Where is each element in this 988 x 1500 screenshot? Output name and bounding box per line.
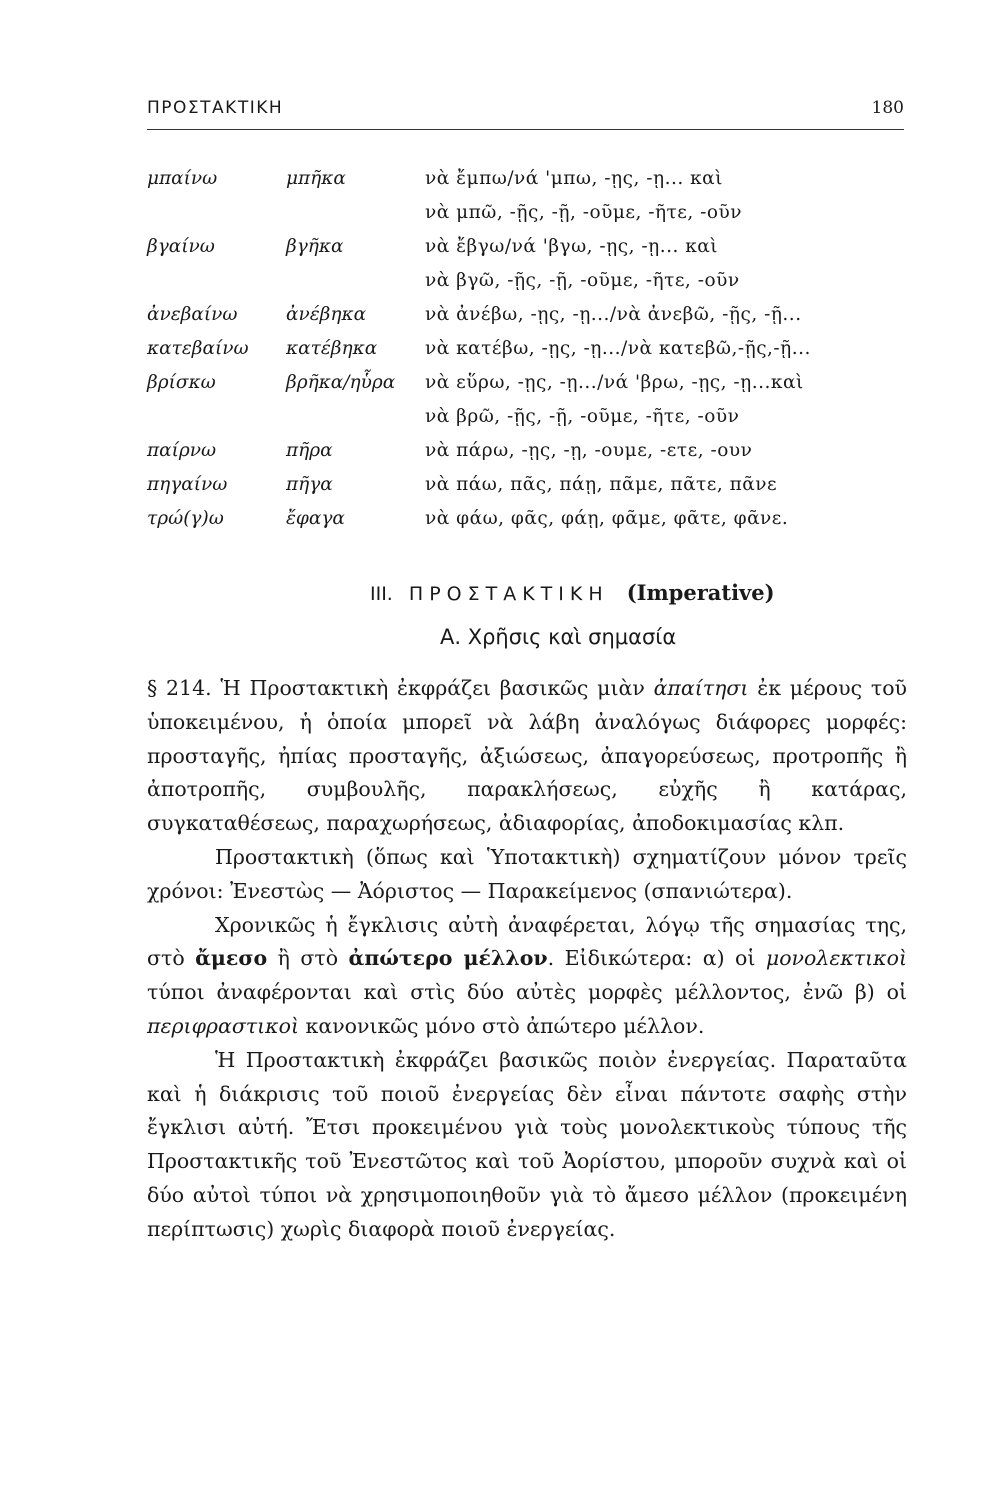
subjunctive-forms: νὰ κατέβω, -ῃς, -ῃ.../νὰ κατεβῶ,-ῇς,-ῇ...: [425, 338, 811, 359]
verb-row: [147, 474, 907, 508]
verb-table: [147, 168, 907, 542]
verb-row: [147, 338, 907, 372]
text-run: Χρονικῶς ἡ ἔγκλισις αὐτὴ ἀναφέρεται, λόγῳ τῆς σημασίας της, στὸ: [147, 912, 907, 971]
present-form: κατεβαίνω: [147, 338, 249, 359]
present-form: ἀνεβαίνω: [147, 304, 238, 325]
subjunctive-forms: νὰ ἔβγω/νά 'βγω, -ῃς, -ῃ... καὶ: [425, 236, 719, 257]
section-heading: [370, 580, 775, 605]
present-form: τρώ(γ)ω: [147, 508, 224, 529]
present-form: βρίσκω: [147, 372, 216, 393]
page-number: 180: [871, 98, 904, 118]
present-form: παίρνω: [147, 440, 217, 461]
aorist-form: βρῆκα/ηὗρα: [286, 372, 396, 393]
aorist-form: κατέβηκα: [286, 338, 378, 359]
header-rule: [147, 129, 904, 130]
verb-row: [147, 372, 907, 406]
emphasis: μονολεκτικοὶ: [765, 946, 907, 971]
emphasis: ἀπαίτησι: [653, 676, 749, 700]
subjunctive-forms: νὰ ἀνέβω, -ῃς, -ῃ.../νὰ ἀνεβῶ, -ῇς, -ῇ...: [425, 304, 802, 325]
aorist-form: μπῆκα: [286, 168, 346, 189]
subsection-heading: Α. Χρῆσις καὶ σημασία: [440, 625, 677, 649]
running-title: ΠΡΟΣΤΑΚΤΙΚΗ: [147, 98, 284, 118]
section-title-english: (Imperative): [626, 580, 775, 605]
aorist-form: πῆγα: [286, 474, 333, 495]
subjunctive-forms: νὰ πάω, πᾶς, πάῃ, πᾶμε, πᾶτε, πᾶνε: [425, 474, 778, 495]
subjunctive-forms: νὰ ἔμπω/νά 'μπω, -ῃς, -ῃ... καὶ: [425, 168, 723, 189]
subjunctive-forms: νὰ πάρω, -ῃς, -ῃ, -ουμε, -ετε, -ουν: [425, 440, 753, 461]
text-run: κανονικῶς μόνο στὸ ἀπώτερο μέλλον.: [299, 1013, 705, 1038]
present-form: μπαίνω: [147, 168, 218, 189]
page-header: [147, 98, 904, 118]
verb-row: [147, 270, 907, 304]
verb-row: [147, 304, 907, 338]
subjunctive-forms: νὰ εὕρω, -ῃς, -ῃ.../νά 'βρω, -ῃς, -ῃ...καὶ: [425, 372, 804, 393]
aorist-form: ἔφαγα: [286, 508, 345, 529]
subjunctive-forms: νὰ φάω, φᾶς, φάῃ, φᾶμε, φᾶτε, φᾶνε.: [425, 508, 789, 529]
aorist-form: ἀνέβηκα: [286, 304, 367, 325]
text-run: τύποι ἀναφέρονται καὶ στὶς δύο αὐτὲς μορφὲς μέλλοντος, ἐνῶ β) οἱ: [147, 980, 907, 1005]
text-run: ἐκ μέρους τοῦ ὑποκειμένου, ἡ ὁποία μπορεῖ νὰ λάβη ἀναλόγως διάφορες μορφές: προσταγῆς, ἠπίας προσταγῆς, ἀξιώσεως, ἀπαγορεύσεως, προτροπῆς ἢ ἀποτροπῆς, συμβουλῆς, παρακλήσεως, εὐχῆς ἢ κατάρας, συγκαταθέσεως, παραχωρήσεως, ἀδιαφορίας, ἀποδοκιμασίας κλπ.: [147, 676, 907, 836]
paragraph: Προστακτικὴ (ὅπως καὶ Ὑποτακτικὴ) σχηματίζουν μόνον τρεῖς χρόνοι: Ἐνεστὼς — Ἀόριστος — Παρακείμενος (σπανιώτερα).: [147, 844, 907, 903]
aorist-form: πῆρα: [286, 440, 333, 461]
verb-row: [147, 440, 907, 474]
body-text: [147, 672, 907, 1247]
subjunctive-forms: νὰ βγῶ, -ῇς, -ῇ, -οῦμε, -ῆτε, -οῦν: [425, 270, 740, 291]
text-run: . Εἰδικώτερα: α) οἱ: [547, 946, 766, 971]
paragraph-214: [147, 672, 907, 841]
paragraph: [147, 909, 907, 1044]
paragraph: Ἡ Προστακτικὴ ἐκφράζει βασικῶς ποιὸν ἐνεργείας. Παραταῦτα καὶ ἡ διάκρισις τοῦ ποιοῦ ἐνεργείας δὲν εἶναι πάντοτε σαφὴς στὴν ἔγκλισι αὐτή. Ἔτσι προκειμένου γιὰ τοὺς μονολεκτικοὺς τύπους τῆς Προστακτικῆς τοῦ Ἐνεστῶτος καὶ τοῦ Ἀορίστου, μποροῦν συχνὰ καὶ οἱ δύο αὐτοὶ τύποι νὰ χρησιμοποιηθοῦν γιὰ τὸ ἄμεσο μέλλον (προκειμένη περίπτωσις) χωρὶς διαφορὰ ποιοῦ ἐνεργείας.: [147, 1047, 907, 1241]
bold-term: ἀπώτερο μέλλον: [348, 946, 548, 971]
verb-row: [147, 168, 907, 202]
verb-row: [147, 236, 907, 270]
verb-row: [147, 508, 907, 542]
bold-term: ἄμεσο: [195, 946, 268, 971]
present-form: βγαίνω: [147, 236, 215, 257]
section-title: ΠΡΟΣΤΑΚΤΙΚΗ: [408, 583, 609, 605]
subjunctive-forms: νὰ βρῶ, -ῇς, -ῇ, -οῦμε, -ῆτε, -οῦν: [425, 406, 740, 427]
text-run: ἢ στὸ: [267, 946, 349, 971]
emphasis: περιφραστικοὶ: [147, 1013, 300, 1038]
subjunctive-forms: νὰ μπῶ, -ῇς, -ῇ, -οῦμε, -ῆτε, -οῦν: [425, 202, 743, 223]
verb-row: [147, 202, 907, 236]
text-run: § 214. Ἡ Προστακτικὴ ἐκφράζει βασικῶς μιὰν: [147, 676, 654, 700]
aorist-form: βγῆκα: [286, 236, 344, 257]
present-form: πηγαίνω: [147, 474, 228, 495]
verb-row: [147, 406, 907, 440]
section-number: III.: [370, 583, 393, 605]
